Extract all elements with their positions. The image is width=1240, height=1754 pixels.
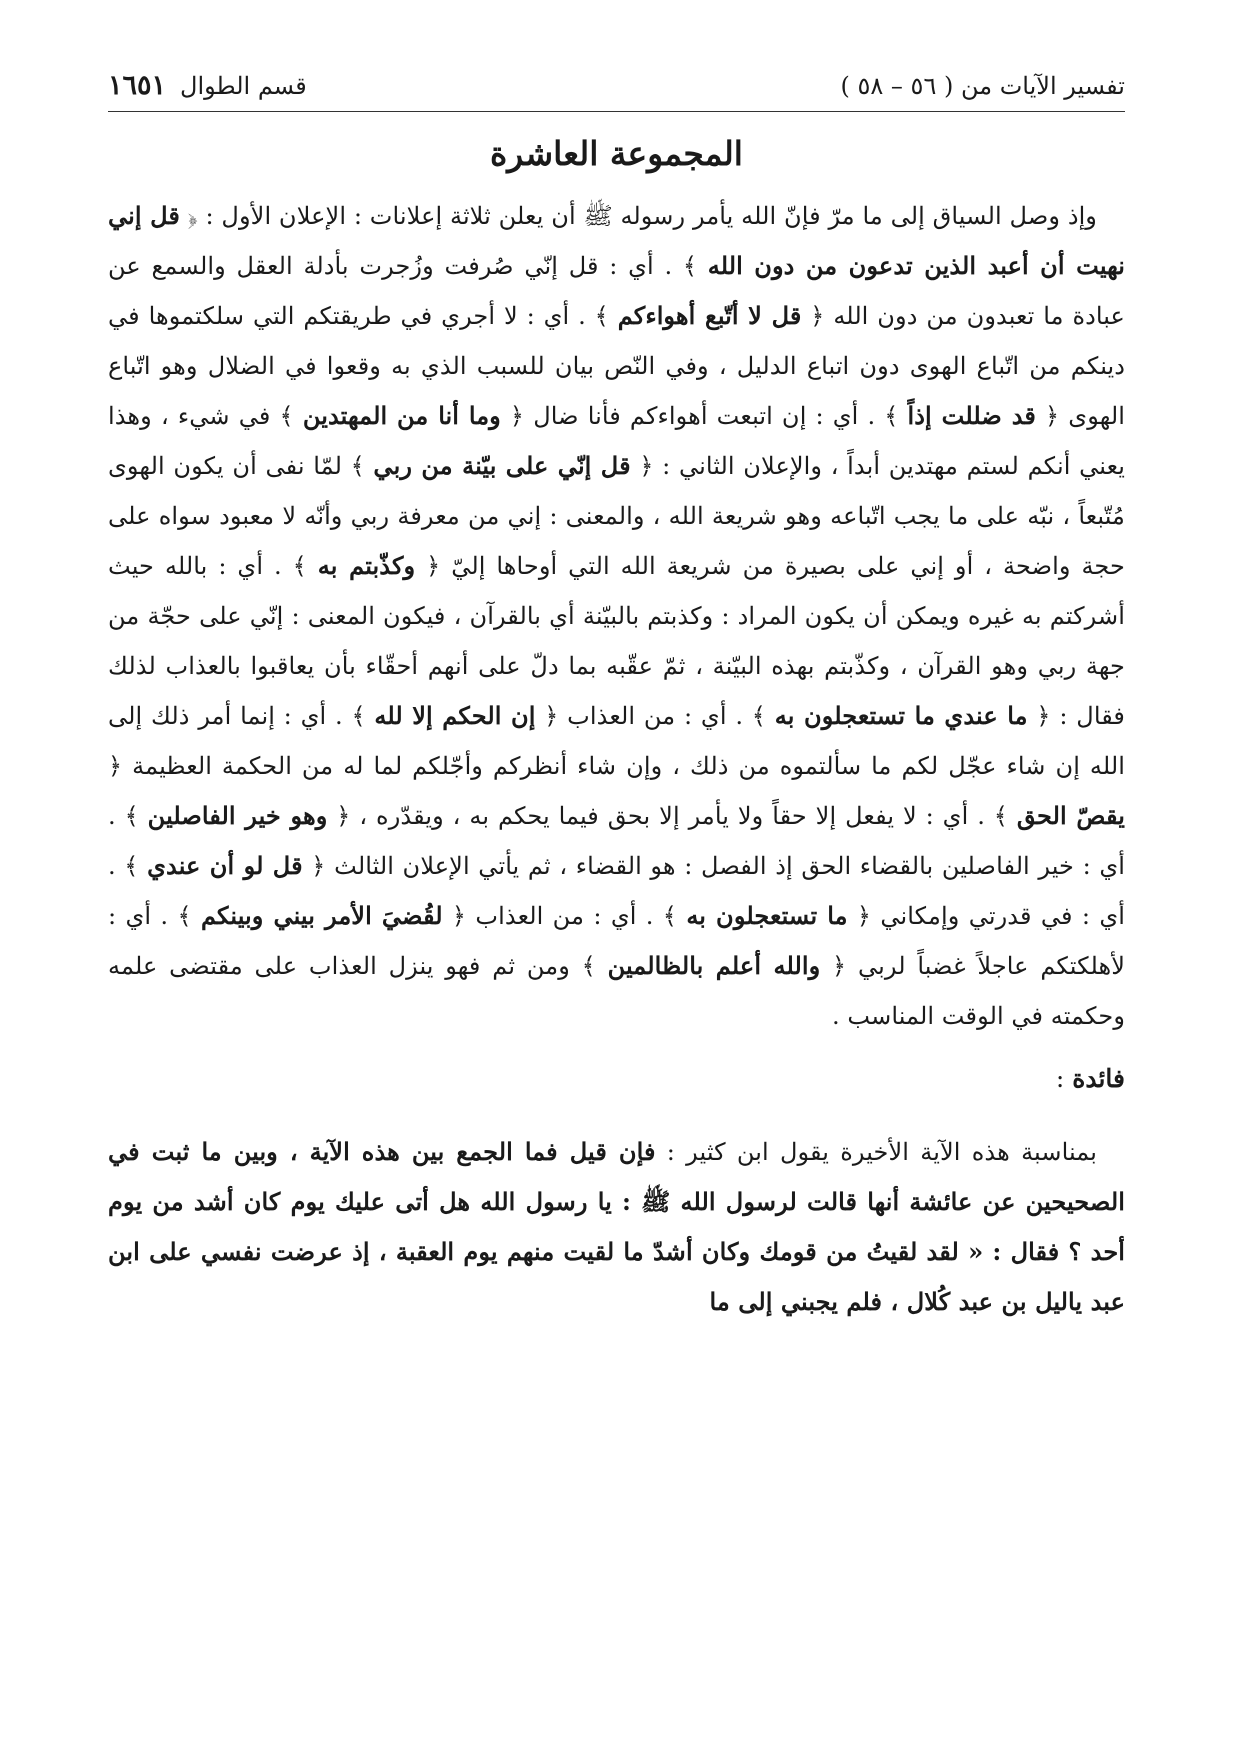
quran-quote: قل لو أن عندي [147,851,303,880]
section-heading: المجموعة العاشرة [490,134,743,173]
quran-quote: وهو خير الفاصلين [147,801,328,830]
text-run: ﴾ . أي : في قدرتي وإمكاني ﴿ [108,852,1126,930]
text-run: ﴾ . أي : خير الفاصلين بالقضاء الحق إذ الفصل : هو القضاء ، ثم يأتي الإعلان الثالث ﴿ [108,802,1125,880]
quran-quote: والله أعلم بالظالمين [607,951,821,980]
header-left-group [108,70,307,101]
header-part-label: قسم الطوال [180,72,307,100]
text-run: وإذ وصل السياق إلى ما مرّ فإنّ الله يأمر رسوله ﷺ أن يعلن ثلاثة إعلانات : الإعلان الأول : ﴿ [180,202,1097,230]
text-run: ﴾ . أي : لا يفعل إلا حقاً ولا يأمر إلا بحق فيما يحكم به ، ويقدّره ، ﴿ [327,802,1017,830]
text-run: ﴾ . أي : قل إنّي صُرفت وزُجرت بأدلة العقل والسمع عن عبادة ما تعبدون من دون الله ﴿ [108,252,1125,330]
quran-quote: قل إني نهيت أن أعبد الذين تدعون من دون الله [108,201,1125,280]
quran-quote: قل إنّي على بيّنة من ربي [373,451,631,480]
header-section-title: تفسير الآيات من ( ٥٦ – ٥٨ ) [840,72,1125,100]
text-run: ﴾ . أي : من العذاب ﴿ [442,902,687,930]
text-run: ﴾ . أي : من العذاب ﴿ [535,702,775,730]
text-run: ﴾ ومن ثم فهو ينزل العذاب على مقتضى علمه وحكمته في الوقت المناسب . [108,952,1125,1030]
quran-quote: ما عندي ما تستعجلون به [774,701,1028,730]
benefit-colon: : [1055,1064,1073,1093]
citation-text: فإن قيل فما الجمع بين هذه الآية ، وبين ما ثبت في الصحيحين عن عائشة أنها قالت لرسول الله ﷺ : يا رسول الله هل أتى عليك يوم كان أشد من يوم أحد ؟ فقال : « [108,1137,1125,1266]
quran-quote: وكذّبتم به [317,551,416,580]
quran-quote: قل لا أتّبع أهواءكم [617,301,802,330]
text-run: ﴾ . أي : بالله حيث أشركتم به غيره ويمكن أن يكون المراد : وكذبتم بالبيّنة أي بالقرآن ، فيكون المعنى : إنّي على حجّة من جهة ربي وهو القرآن ، وكذّبتم بهذه البيّنة ، ثمّ عقّبه بما دلّ على أنهم أحقّاء بأن يعاقبوا بالعذاب لذلك فقال : ﴿ [108,552,1125,730]
benefit-paragraph [108,1127,1125,1327]
quran-quote: يقصّ الحق [1016,801,1125,830]
quran-quote: لقُضيَ الأمر بيني وبينكم [200,901,443,930]
text-run: ﴾ . أي : إن اتبعت أهواءكم فأنا ضال ﴿ [500,402,908,430]
main-paragraph [108,191,1125,1041]
quran-quote: قد ضللت إذاً [907,401,1036,430]
quran-quote: وما أنا من المهتدين [302,401,501,430]
running-header [108,70,1125,112]
text-run: ﴾ لمّا نفى أن يكون الهوى مُتّبعاً ، نبّه على ما يجب اتّباعه وهو شريعة الله ، والمعنى : إني من معرفة ربي وأنّه لا معبود سواه على حجة واضحة ، أو إني على بصيرة من شريعة الله التي أوحاها إليّ ﴿ [108,452,1125,580]
hadith-quote: لقد لقيتُ من قومك وكان أشدّ ما لقيت منهم يوم العقبة ، إذ عرضت نفسي على ابن عبد ياليل بن عبد كُلال ، فلم يجبني إلى ما [108,1237,1125,1316]
benefit-label: فائدة [1072,1064,1125,1093]
text-run: ﴾ . أي : إنما أمر ذلك إلى الله إن شاء عجّل لكم ما سألتموه من ذلك ، وإن شاء أنظركم وأجّلكم لما له من الحكمة العظيمة ﴿ [108,702,1125,780]
quran-quote: ما تستعجلون به [686,901,848,930]
text-run: ﴾ في شيء ، وهذا يعني أنكم لستم مهتدين أبداً ، والإعلان الثاني : ﴿ [108,402,1125,480]
text-run: ﴾ . أي : لأهلكتكم عاجلاً غضباً لربي ﴿ [108,902,1125,980]
text-run: بمناسبة هذه الآية الأخيرة يقول ابن كثير : [655,1138,1097,1166]
quran-quote: إن الحكم إلا لله [374,701,536,730]
text-run: ﴾ . أي : لا أجري في طريقتكم التي سلكتموها في دينكم من اتّباع الهوى دون اتباع الدليل ، وفي النّص بيان للسبب الذي به وقعوا في الضلال وهو اتّباع الهوى ﴿ [108,302,1125,430]
page-number: ١٦٥١ [108,70,167,101]
benefit-heading [108,1059,1125,1099]
